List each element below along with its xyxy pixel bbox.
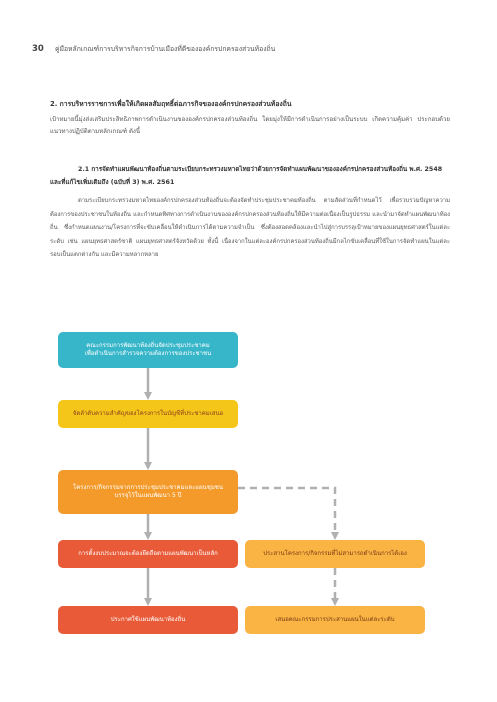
dashed-arrow-step3-step6 [238, 488, 335, 536]
flow-step-label: การตั้งงบประมาณจะต้องยึดถือตามแผนพัฒนาเป็นหลัก [78, 550, 218, 557]
flow-step-label: ประกาศใช้แผนพัฒนาท้องถิ่น [110, 616, 186, 623]
flow-step-label: ประสานโครงการ/กิจกรรมที่ไม่สามารถดำเนินการได้เอง [263, 550, 407, 557]
flow-step-announce-plan [58, 606, 238, 634]
flow-step-budget-setting [58, 540, 238, 568]
flow-step-prioritize-projects [58, 400, 238, 428]
flow-step-include-in-plan [58, 470, 238, 514]
subsection-heading: 2.1 การจัดทำแผนพัฒนาท้องถิ่นตามระเบียบกระทรวงมหาดไทยว่าด้วยการจัดทำแผนพัฒนาขององค์กรปกครองส่วนท้องถิ่น พ.ศ. 2548 และที่แก้ไขเพิ่มเติมถึง (ฉบับที่ 3) พ.ศ. 2561 [50, 166, 443, 186]
flow-step-label: เสนอคณะกรรมการประสานแผนในแต่ละระดับ [275, 616, 395, 623]
header-title: คู่มือหลักเกณฑ์การบริหารกิจการบ้านเมืองที่ดีขององค์กรปกครองส่วนท้องถิ่น [54, 45, 276, 53]
section-heading: 2. การบริหารราชการเพื่อให้เกิดผลสัมฤทธิ์ต่อภารกิจขององค์กรปกครองส่วนท้องถิ่น [50, 100, 292, 108]
page-number: 30 [32, 44, 44, 54]
flow-step-label: โครงการ/กิจกรรมจากการประชุมประชาคมและแผนชุมชน บรรจุไว้ในแผนพัฒนา 5 ปี [73, 484, 223, 499]
flow-step-label: จัดลำดับความสำคัญของโครงการในบัญชีที่ประชาคมเสนอ [72, 410, 224, 417]
flow-step-submit-committee [245, 606, 425, 634]
flow-step-coordinate-projects [245, 540, 425, 568]
flow-step-community-meeting [58, 332, 238, 368]
flow-step-label: คณะกรรมการพัฒนาท้องถิ่นจัดประชุมประชาคม เพื่อดำเนินการสำรวจความต้องการของประชาชน [84, 342, 212, 357]
paragraph-body: ตามระเบียบกระทรวงมหาดไทยองค์กรปกครองส่วนท้องถิ่นจะต้องจัดทำประชุมประชาคมท้องถิ่น ตามสัดส่วนที่กำหนดไว้ เพื่อรวบรวมปัญหาความต้องการของประชาชนในท้องถิ่น และกำหนดทิศทางการดำเนินงานขององค์กรปกครองส่วนท้องถิ่นให้มีความต่อเนื่องเป็นรูปธรรม และนำมาจัดทำแผนพัฒนาท้องถิ่น ซึ่งกำหนดแผนงาน/โครงการที่จะขับเคลื่อนให้ดำเนินการได้ตามความจำเป็น ซึ่งต้องสอดคล้องและนำไปสู่การบรรลุเป้าหมายของแผนยุทธศาสตร์ในแต่ละระดับ เช่น แผนยุทธศาสตร์ชาติ แผนยุทธศาสตร์จังหวัดด้วย ทั้งนี้ เนื่องจากในแต่ละองค์กรปกครองส่วนท้องถิ่นมีกลไกขับเคลื่อนที่ใช้ในการจัดทำแผนในแต่ละรอบเป็นแตกต่างกัน และมีความหลากหลาย [50, 198, 450, 259]
paragraph-intro: เป้าหมายนี้มุ่งส่งเสริมประสิทธิภาพการดำเนินงานขององค์กรปกครองส่วนท้องถิ่น โดยมุ่งให้มีการดำเนินการอย่างเป็นระบบ เกิดความคุ้มค่า ประกอบด้วยแนวทางปฏิบัติตามหลักเกณฑ์ ดังนี้ [50, 116, 450, 135]
